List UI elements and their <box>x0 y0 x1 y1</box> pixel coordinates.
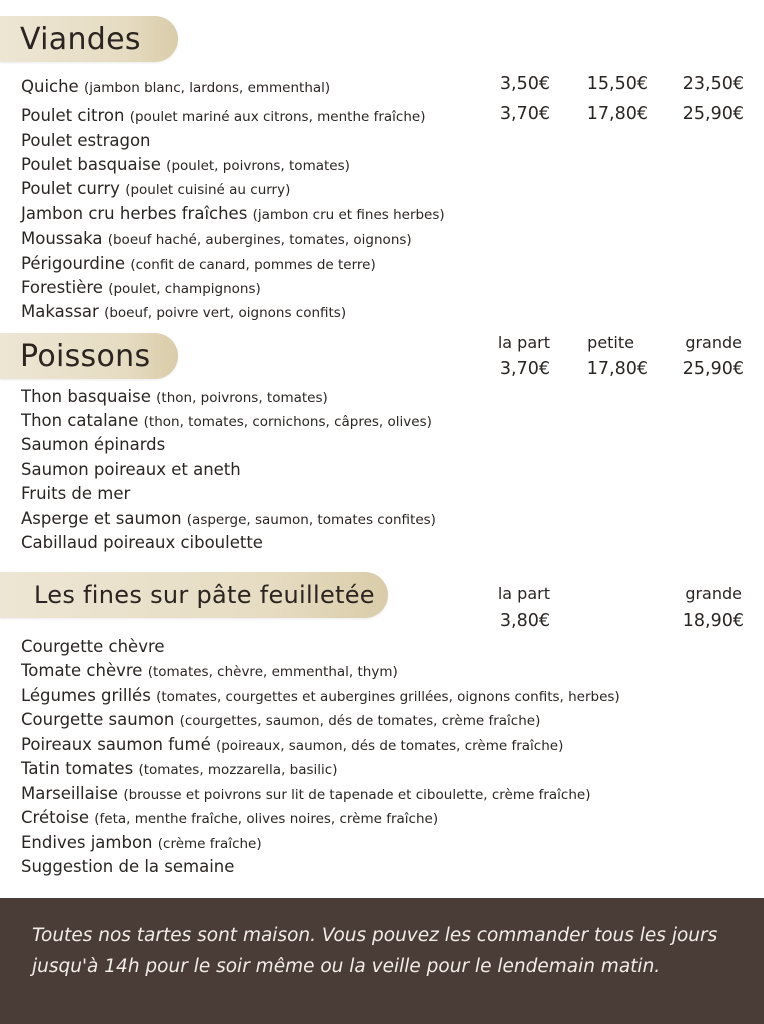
price-part: 3,70€ <box>499 104 550 124</box>
item-desc: (brousse et poivrons sur lit de tapenade et ciboulette, crème fraîche) <box>123 787 591 803</box>
price-petite: 15,50€ <box>586 74 648 94</box>
price-grande: 18,90€ <box>682 611 744 631</box>
menu-item <box>21 459 241 482</box>
footer-line-2: jusqu'à 14h pour le soir même ou la veille pour le lendemain matin. <box>32 956 661 977</box>
section-title-viandes: Viandes <box>20 22 141 57</box>
item-desc: (poulet, champignons) <box>108 281 261 297</box>
item-name: Quiche <box>21 77 79 96</box>
item-name: Poireaux saumon fumé <box>21 735 211 754</box>
item-name: Endives jambon <box>21 833 153 852</box>
menu-item <box>21 434 165 457</box>
item-name: Tatin tomates <box>21 759 134 778</box>
item-desc: (tomates, chèvre, emmenthal, thym) <box>147 664 398 680</box>
menu-item <box>21 532 263 555</box>
column-header-la-part: la part <box>497 333 550 352</box>
menu-item <box>21 277 261 300</box>
menu-item <box>21 758 337 781</box>
item-name: Crétoise <box>21 808 89 827</box>
item-name: Suggestion de la semaine <box>21 857 235 876</box>
item-desc: (tomates, mozzarella, basilic) <box>138 762 338 778</box>
menu-item <box>21 709 540 732</box>
item-name: Marseillaise <box>21 784 119 803</box>
menu-item <box>21 636 165 659</box>
column-header-la-part: la part <box>497 584 550 603</box>
item-desc: (boeuf, poivre vert, oignons confits) <box>104 305 347 321</box>
menu-item <box>21 154 350 177</box>
item-name: Courgette chèvre <box>21 637 165 656</box>
price-petite: 17,80€ <box>586 359 648 379</box>
menu-item <box>21 228 412 251</box>
column-header-grande: grande <box>685 584 742 603</box>
footer-note <box>32 920 744 982</box>
menu-item <box>21 253 376 276</box>
item-name: Tomate chèvre <box>21 661 143 680</box>
item-name: Saumon poireaux et aneth <box>21 460 241 479</box>
footer-line-1: Toutes nos tartes sont maison. Vous pouvez les commander tous les jours <box>32 925 718 946</box>
price-grande: 25,90€ <box>682 359 744 379</box>
menu-item <box>21 508 436 531</box>
section-title-poissons: Poissons <box>20 339 151 374</box>
item-name: Cabillaud poireaux ciboulette <box>21 533 263 552</box>
item-desc: (confit de canard, pommes de terre) <box>130 257 376 273</box>
column-header-grande: grande <box>685 333 742 352</box>
item-desc: (thon, tomates, cornichons, câpres, olives) <box>143 414 432 430</box>
section-header-poissons <box>0 333 178 379</box>
menu-item <box>21 301 346 324</box>
menu-item <box>21 807 438 830</box>
item-name: Thon catalane <box>21 411 139 430</box>
item-name: Légumes grillés <box>21 686 151 705</box>
price-part: 3,80€ <box>499 611 550 631</box>
item-name: Courgette saumon <box>21 710 175 729</box>
item-name: Saumon épinards <box>21 435 166 454</box>
item-desc: (poireaux, saumon, dés de tomates, crème fraîche) <box>215 738 564 754</box>
item-desc: (courgettes, saumon, dés de tomates, crème fraîche) <box>179 713 541 729</box>
item-name: Poulet curry <box>21 179 120 198</box>
price-grande: 25,90€ <box>682 104 744 124</box>
price-petite: 17,80€ <box>586 104 648 124</box>
item-name: Fruits de mer <box>21 484 131 503</box>
menu-item <box>21 203 445 226</box>
item-name: Asperge et saumon <box>21 509 182 528</box>
item-desc: (boeuf haché, aubergines, tomates, oignons) <box>107 232 412 248</box>
item-name: Poulet basquaise <box>21 155 161 174</box>
column-header-petite: petite <box>587 333 634 352</box>
menu-item <box>21 76 330 99</box>
menu-item <box>21 410 432 433</box>
item-desc: (poulet cuisiné au curry) <box>125 182 291 198</box>
section-title-fines: Les fines sur pâte feuilletée <box>34 581 375 609</box>
item-desc: (jambon cru et fines herbes) <box>252 207 445 223</box>
menu-item <box>21 856 234 879</box>
item-desc: (poulet, poivrons, tomates) <box>166 158 350 174</box>
item-desc: (feta, menthe fraîche, olives noires, crème fraîche) <box>94 811 439 827</box>
menu-item <box>21 178 290 201</box>
menu-item <box>21 130 151 153</box>
section-header-viandes <box>0 16 178 62</box>
item-name: Périgourdine <box>21 254 126 273</box>
item-name: Moussaka <box>21 229 103 248</box>
item-name: Jambon cru herbes fraîches <box>21 204 248 223</box>
menu-item <box>21 685 620 708</box>
item-name: Poulet estragon <box>21 131 151 150</box>
menu-item <box>21 660 398 683</box>
item-desc: (poulet mariné aux citrons, menthe fraîche) <box>129 109 426 125</box>
item-desc: (crème fraîche) <box>157 836 262 852</box>
item-desc: (asperge, saumon, tomates confites) <box>186 512 436 528</box>
footer-banner <box>0 898 764 1024</box>
item-desc: (jambon blanc, lardons, emmenthal) <box>83 80 331 96</box>
menu-item <box>21 734 563 757</box>
menu-item <box>21 105 426 128</box>
item-name: Makassar <box>21 302 99 321</box>
item-name: Forestière <box>21 278 103 297</box>
menu-item <box>21 832 262 855</box>
price-grande: 23,50€ <box>682 74 744 94</box>
item-desc: (tomates, courgettes et aubergines grillées, oignons confits, herbes) <box>156 689 620 705</box>
price-part: 3,50€ <box>499 74 550 94</box>
menu-item <box>21 483 130 506</box>
item-desc: (thon, poivrons, tomates) <box>156 390 328 406</box>
item-name: Poulet citron <box>21 106 125 125</box>
price-part: 3,70€ <box>499 359 550 379</box>
menu-item <box>21 783 590 806</box>
item-name: Thon basquaise <box>21 387 151 406</box>
section-header-fines <box>0 572 388 618</box>
menu-item <box>21 386 328 409</box>
